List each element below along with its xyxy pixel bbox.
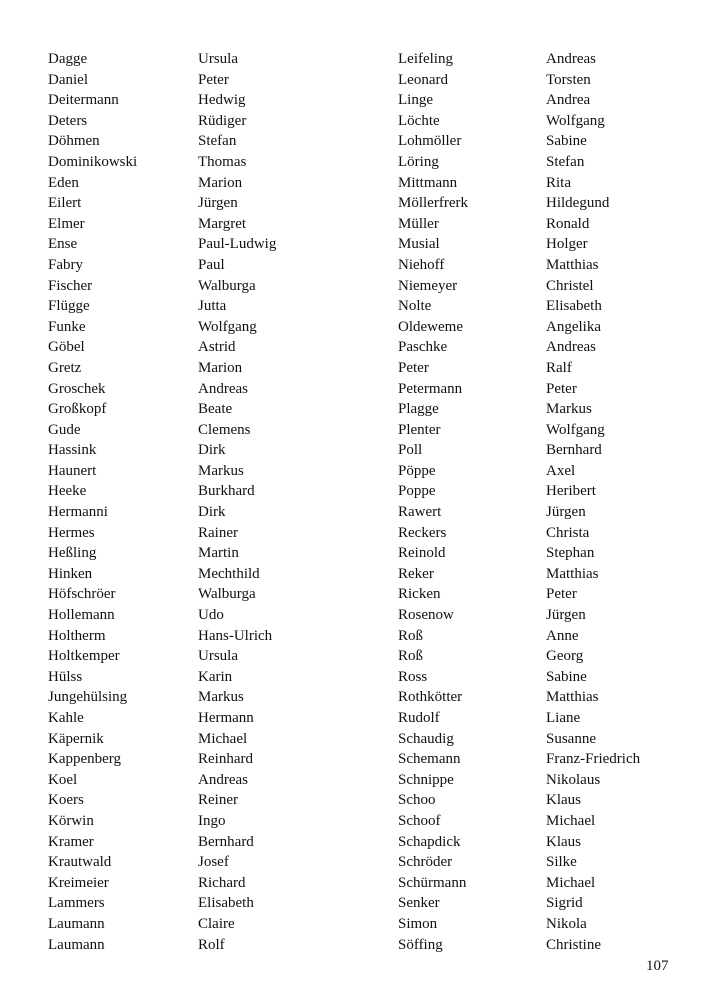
name-entry: Paul-Ludwig	[198, 236, 277, 253]
name-entry: Wolfgang	[546, 421, 605, 438]
name-entry: Paul	[198, 256, 225, 273]
name-entry: Gude	[48, 421, 81, 438]
name-entry: Rothkötter	[398, 689, 463, 706]
name-entry: Michael	[546, 812, 596, 829]
name-entry: Nolte	[398, 298, 432, 315]
name-entry: Jürgen	[546, 504, 586, 521]
name-entry: Dominikowski	[48, 153, 138, 170]
name-entry: Fischer	[48, 277, 93, 294]
name-entry: Ingo	[198, 812, 226, 829]
name-entry: Liane	[546, 710, 581, 726]
name-entry: Rüdiger	[198, 112, 247, 129]
name-entry: Axel	[546, 462, 576, 479]
name-entry: Ross	[398, 668, 428, 685]
name-entry: Flügge	[48, 298, 90, 315]
name-entry: Rolf	[198, 936, 225, 953]
name-entry: Leonard	[398, 71, 448, 88]
name-entry: Möllerfrerk	[398, 195, 468, 212]
name-entry: Dirk	[198, 442, 226, 459]
name-entry: Eden	[48, 174, 79, 191]
name-entry: Angelika	[546, 318, 601, 335]
name-entry: Peter	[546, 586, 577, 603]
name-entry: Heeke	[48, 483, 87, 500]
name-entry: Thomas	[198, 153, 247, 170]
name-entry: Göbel	[48, 339, 85, 356]
name-entry: Deitermann	[48, 92, 119, 109]
name-entry: Paschke	[398, 339, 448, 356]
name-entry: Reiner	[198, 792, 238, 809]
name-entry: Schemann	[398, 751, 461, 768]
name-entry: Plagge	[398, 401, 439, 418]
name-entry: Jürgen	[546, 607, 586, 624]
name-entry: Matthias	[546, 256, 599, 273]
name-entry: Rawert	[398, 504, 442, 521]
name-entry: Löchte	[398, 112, 440, 129]
name-entry: Dirk	[198, 504, 226, 521]
name-entry: Kramer	[48, 833, 94, 850]
name-entry: Hassink	[48, 442, 97, 459]
name-entry: Matthias	[546, 565, 599, 582]
name-entry: Beate	[198, 401, 233, 418]
name-entry: Astrid	[198, 339, 236, 356]
name-entry: Funke	[48, 318, 86, 335]
name-entry: Petermann	[398, 380, 463, 397]
name-entry: Groschek	[48, 380, 106, 397]
name-entry: Markus	[198, 462, 244, 479]
name-entry: Söffing	[398, 936, 443, 953]
name-entry: Hermes	[48, 524, 95, 541]
name-entry: Jürgen	[198, 195, 238, 212]
name-entry: Pöppe	[398, 462, 436, 479]
name-entry: Döhmen	[48, 133, 100, 150]
name-entry: Leifeling	[398, 51, 453, 67]
name-entry: Hermann	[198, 710, 254, 726]
name-entry: Clemens	[198, 421, 251, 438]
name-entry: Schnippe	[398, 771, 454, 788]
name-entry: Walburga	[198, 586, 256, 603]
name-entry: Michael	[546, 874, 596, 891]
name-entry: Stephan	[546, 545, 595, 562]
name-entry: Walburga	[198, 277, 256, 294]
name-entry: Sabine	[546, 668, 587, 685]
name-entry: Andreas	[198, 380, 248, 397]
name-entry: Käpernik	[48, 730, 104, 747]
name-entry: Marion	[198, 359, 243, 376]
name-entry: Koel	[48, 771, 78, 788]
name-entry: Silke	[546, 854, 577, 871]
name-entry: Peter	[398, 359, 429, 376]
name-entry: Hans-Ulrich	[198, 627, 273, 644]
first-name-column-left	[198, 49, 276, 955]
name-entry: Roß	[398, 648, 424, 665]
name-entry: Sigrid	[546, 895, 583, 912]
name-entry: Gretz	[48, 359, 82, 376]
name-entry: Wolfgang	[546, 112, 605, 129]
name-entry: Höfschröer	[48, 586, 116, 603]
name-entry: Nikola	[546, 915, 587, 932]
name-entry: Schapdick	[398, 833, 461, 850]
name-entry: Ronald	[546, 215, 590, 232]
name-entry: Elisabeth	[198, 895, 254, 912]
surname-column-right	[398, 49, 468, 955]
name-entry: Holtherm	[48, 627, 106, 644]
name-entry: Reckers	[398, 524, 447, 541]
surname-column-left	[48, 49, 137, 955]
name-entry: Torsten	[546, 71, 591, 88]
name-entry: Krautwald	[48, 854, 112, 871]
name-entry: Markus	[198, 689, 244, 706]
name-entry: Hinken	[48, 565, 93, 582]
name-entry: Niemeyer	[398, 277, 458, 294]
name-entry: Haunert	[48, 462, 97, 479]
name-entry: Reinold	[398, 545, 446, 562]
name-entry: Lohmöller	[398, 133, 462, 150]
name-entry: Rita	[546, 174, 571, 191]
name-entry: Elmer	[48, 215, 85, 232]
name-entry: Claire	[198, 915, 235, 932]
name-entry: Elisabeth	[546, 298, 602, 315]
name-entry: Stefan	[198, 133, 237, 150]
name-entry: Rosenow	[398, 607, 454, 624]
name-entry: Hildegund	[546, 195, 610, 212]
name-entry: Hollemann	[48, 607, 115, 624]
name-entry: Sabine	[546, 133, 587, 150]
name-entry: Martin	[198, 545, 239, 562]
name-entry: Dagge	[48, 51, 88, 67]
name-entry: Schaudig	[398, 730, 454, 747]
name-entry: Heßling	[48, 545, 97, 562]
name-entry: Rainer	[198, 524, 238, 541]
name-entry: Schoo	[398, 792, 436, 809]
name-entry: Reker	[398, 565, 434, 582]
name-entry: Bernhard	[546, 442, 602, 459]
name-entry: Senker	[398, 895, 440, 912]
name-entry: Körwin	[48, 812, 94, 829]
name-entry: Hülss	[48, 668, 83, 685]
name-entry: Christine	[546, 936, 601, 953]
name-entry: Josef	[198, 854, 229, 871]
name-entry: Marion	[198, 174, 243, 191]
name-entry: Klaus	[546, 833, 581, 850]
name-entry: Stefan	[546, 153, 585, 170]
name-entry: Franz-Friedrich	[546, 751, 641, 768]
name-entry: Holger	[546, 236, 588, 253]
name-entry: Anne	[546, 627, 579, 644]
name-entry: Fabry	[48, 256, 83, 273]
name-entry: Daniel	[48, 71, 88, 88]
name-entry: Lammers	[48, 895, 105, 912]
name-entry: Müller	[398, 215, 439, 232]
name-entry: Andreas	[198, 771, 248, 788]
name-entry: Ense	[48, 236, 78, 253]
name-entry: Andreas	[546, 339, 596, 356]
name-entry: Niehoff	[398, 256, 445, 273]
name-entry: Linge	[398, 92, 433, 109]
name-entry: Kreimeier	[48, 874, 109, 891]
name-entry: Ralf	[546, 359, 572, 376]
name-entry: Schürmann	[398, 874, 467, 891]
name-entry: Burkhard	[198, 483, 255, 500]
name-entry: Richard	[198, 874, 246, 891]
name-entry: Susanne	[546, 730, 596, 747]
name-entry: Oldeweme	[398, 318, 463, 335]
name-entry: Hermanni	[48, 504, 108, 521]
name-entry: Peter	[546, 380, 577, 397]
name-entry: Simon	[398, 915, 438, 932]
name-entry: Löring	[398, 153, 439, 170]
first-name-column-right	[546, 49, 640, 955]
name-entry: Eilert	[48, 195, 82, 212]
name-entry: Jutta	[198, 298, 227, 315]
name-entry: Markus	[546, 401, 592, 418]
name-entry: Reinhard	[198, 751, 253, 768]
name-entry: Holtkemper	[48, 648, 120, 665]
name-entry: Wolfgang	[198, 318, 257, 335]
name-entry: Ricken	[398, 586, 441, 603]
name-entry: Klaus	[546, 792, 581, 809]
name-entry: Roß	[398, 627, 424, 644]
name-entry: Christa	[546, 524, 590, 541]
name-entry: Karin	[198, 668, 233, 685]
name-entry: Andrea	[546, 92, 591, 109]
name-entry: Kahle	[48, 710, 84, 726]
name-entry: Rudolf	[398, 710, 440, 726]
name-entry: Deters	[48, 112, 88, 129]
name-entry: Ursula	[198, 648, 238, 665]
name-entry: Nikolaus	[546, 771, 601, 788]
name-entry: Kappenberg	[48, 751, 122, 768]
name-entry: Mittmann	[398, 174, 458, 191]
name-entry: Hedwig	[198, 92, 246, 109]
name-entry: Ursula	[198, 51, 238, 67]
name-entry: Laumann	[48, 936, 105, 953]
name-entry: Koers	[48, 792, 84, 809]
name-entry: Schröder	[398, 854, 453, 871]
name-entry: Großkopf	[48, 401, 107, 418]
name-entry: Margret	[198, 215, 247, 232]
name-entry: Schoof	[398, 812, 441, 829]
name-entry: Bernhard	[198, 833, 254, 850]
name-entry: Heribert	[546, 483, 596, 500]
name-entry: Peter	[198, 71, 229, 88]
name-entry: Udo	[198, 607, 224, 624]
name-entry: Michael	[198, 730, 248, 747]
name-entry: Jungehülsing	[48, 689, 128, 706]
name-entry: Andreas	[546, 51, 596, 67]
name-entry: Mechthild	[198, 565, 260, 582]
name-entry: Plenter	[398, 421, 441, 438]
name-entry: Christel	[546, 277, 594, 294]
name-entry: Georg	[546, 648, 584, 665]
name-entry: Poppe	[398, 483, 436, 500]
page-number: 107	[646, 958, 669, 974]
name-entry: Poll	[398, 442, 423, 459]
name-entry: Laumann	[48, 915, 105, 932]
name-entry: Matthias	[546, 689, 599, 706]
name-entry: Musial	[398, 236, 440, 253]
